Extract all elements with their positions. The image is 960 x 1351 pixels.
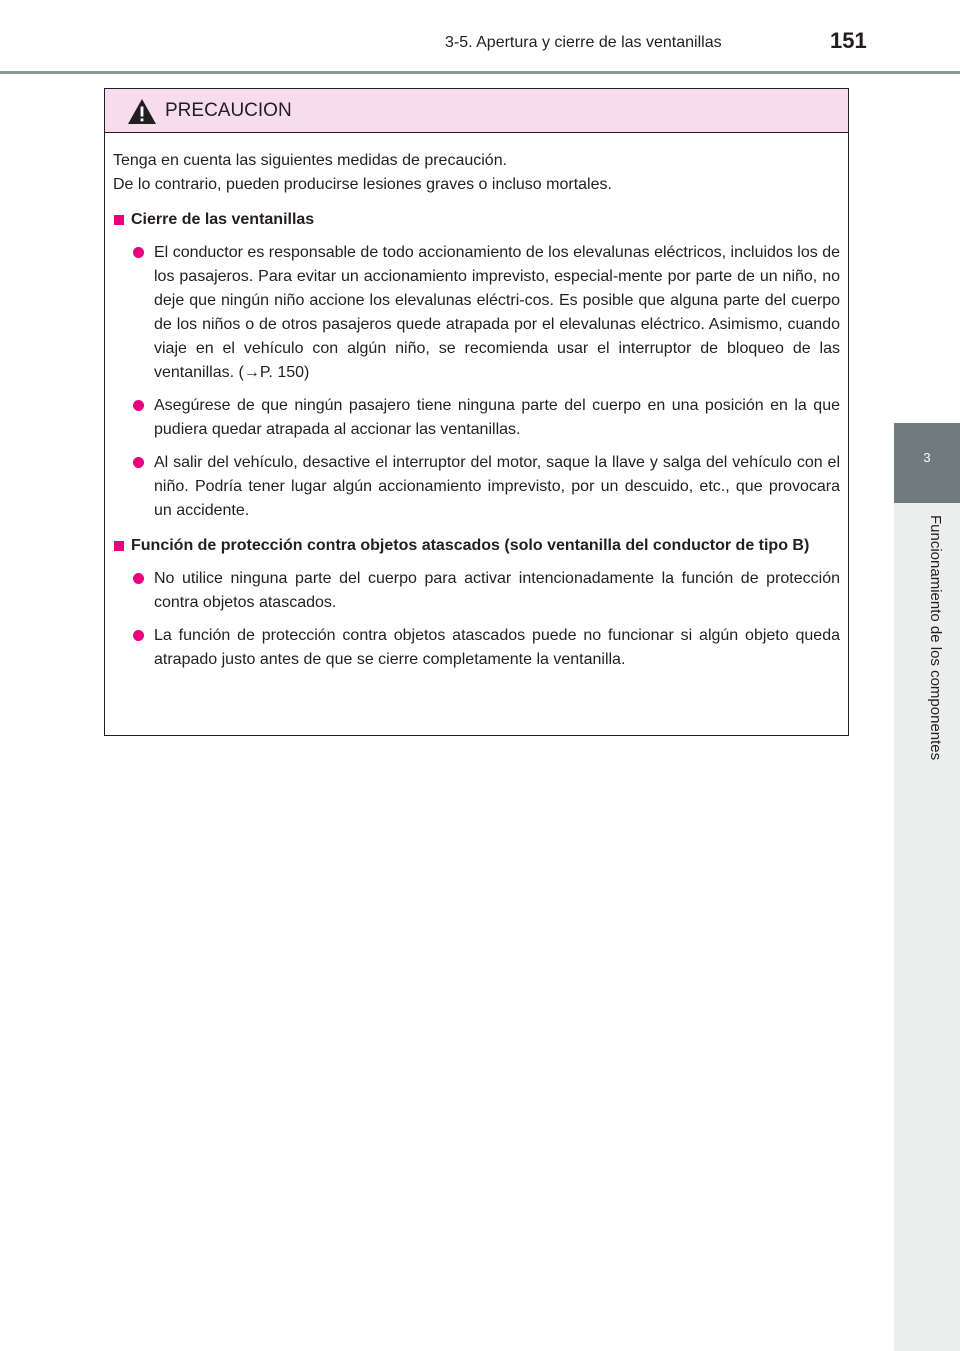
list-item [113, 624, 840, 672]
page-number: 151 [830, 28, 867, 53]
intro-line: De lo contrario, pueden producirse lesiones graves o incluso mortales. [113, 176, 612, 193]
section-title: 3-5. Apertura y cierre de las ventanillas [445, 34, 722, 51]
list-item-text: Asegúrese de que ningún pasajero tiene ninguna parte del cuerpo en una posición en la que pudiera quedar atrapada al accionar las ventanillas. [154, 397, 840, 438]
section-heading [113, 534, 840, 558]
circle-bullet-icon [133, 247, 144, 258]
list-item [113, 451, 840, 523]
list-item-text: Al salir del vehículo, desactive el interruptor del motor, saque la llave y salga del vehículo con el niño. Podría tener lugar algún accionamiento imprevisto, por un descuido, etc., que provocara un accidente. [154, 454, 840, 519]
section-heading-text: Función de protección contra objetos atascados (solo ventanilla del conductor de tipo B) [131, 537, 810, 554]
list-item-text: El conductor es responsable de todo accionamiento de los elevalunas eléctricos, incluidos los de los pasajeros. Para evitar un accionamiento imprevisto, especial-mente por parte de un niño, no deje que ningún niño accione los elevalunas eléctri-cos. Es posible que alguna parte del cuerpo de los niños o de otros pasajeros quede atrapada por el elevalunas eléctrico. Asimismo, cuando viaje en el vehículo con algún niño, se recomienda usar el interruptor de bloqueo de las ventanillas. (→P. 150) [154, 244, 840, 381]
section-heading-text: Cierre de las ventanillas [131, 211, 315, 228]
list-item [113, 394, 840, 442]
circle-bullet-icon [133, 457, 144, 468]
caution-header [105, 89, 848, 133]
section-jam-protection [113, 534, 840, 672]
list-item-text: La función de protección contra objetos atascados puede no funcionar si algún objeto queda atrapado justo antes de que se cierre completamente la ventanilla. [154, 627, 840, 668]
list-item-text: No utilice ninguna parte del cuerpo para activar intencionadamente la función de protección contra objetos atascados. [154, 570, 840, 611]
caution-intro [113, 149, 840, 197]
square-bullet-icon [114, 215, 124, 225]
section-heading [113, 208, 840, 232]
intro-line: Tenga en cuenta las siguientes medidas de precaución. [113, 152, 508, 169]
square-bullet-icon [114, 541, 124, 551]
caution-box [104, 88, 849, 736]
circle-bullet-icon [133, 400, 144, 411]
circle-bullet-icon [133, 630, 144, 641]
circle-bullet-icon [133, 573, 144, 584]
section-window-closing [113, 208, 840, 523]
list-item [113, 241, 840, 385]
caution-body [105, 133, 848, 672]
list-item [113, 567, 840, 615]
header-divider [0, 71, 960, 74]
chapter-number: 3 [923, 450, 931, 465]
warning-triangle-icon [127, 98, 157, 125]
chapter-title: Funcionamiento de los componentes [927, 515, 944, 761]
chapter-tab [894, 423, 960, 503]
caution-title: PRECAUCION [165, 100, 292, 121]
